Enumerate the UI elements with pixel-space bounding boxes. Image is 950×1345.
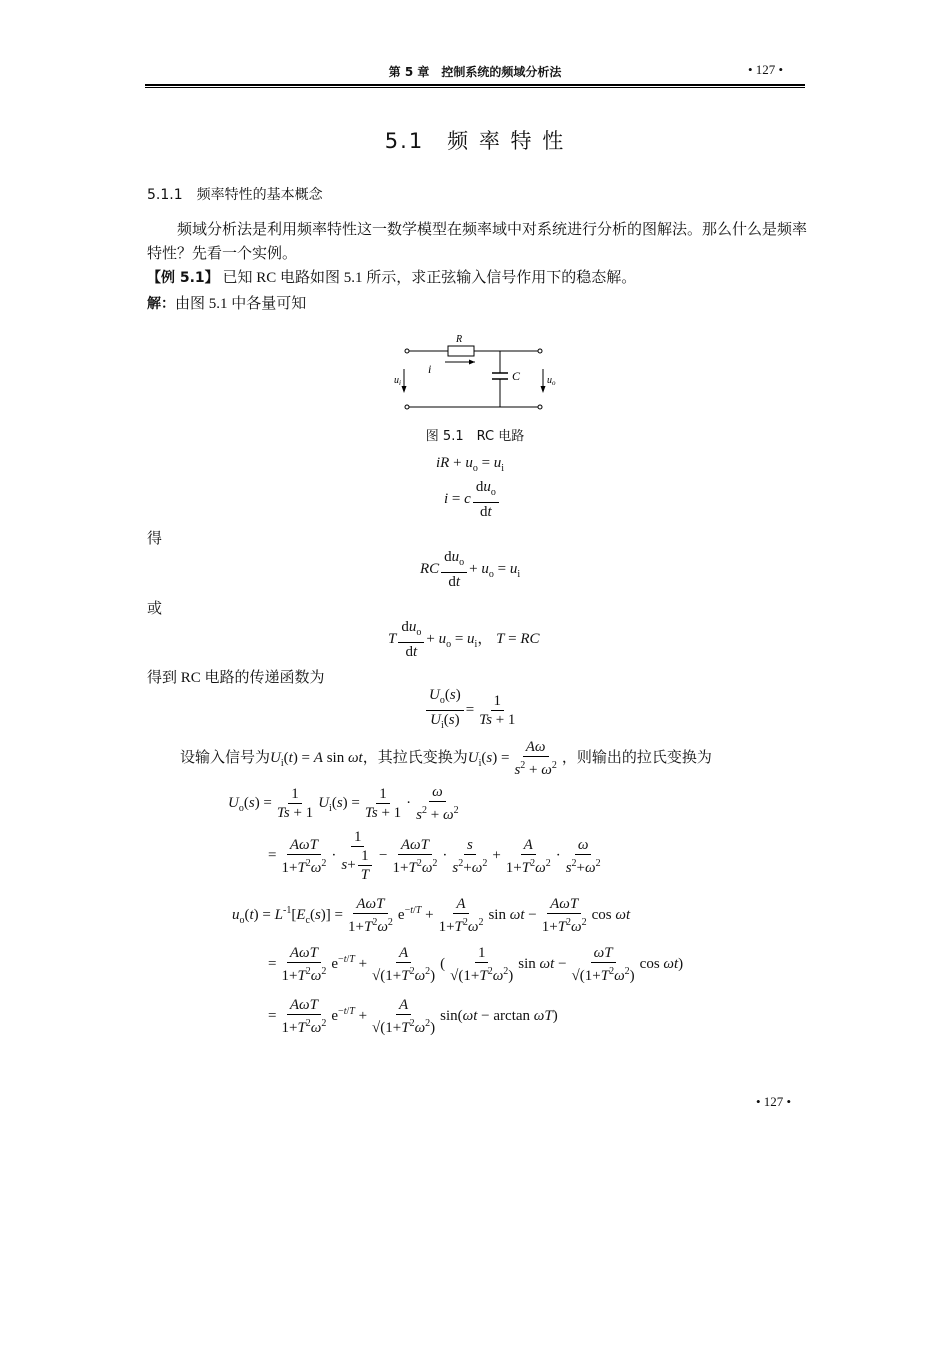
section-title: 5.1 频 率 特 性 [384,129,566,153]
input-terminal-bottom [405,405,409,409]
solution-line [147,292,807,316]
word-huo: 或 [147,601,163,617]
transfer-function-intro: 得到 RC 电路的传递函数为 [147,670,325,686]
current-arrow [469,360,475,365]
input-signal-line: 设输入信号为$U_i(t) = A$ sin ωt，其拉氏变换为$U_i(s)$ = $\frac{A\omega}{s^2 + \omega^2}$ ，则输出的拉氏变换为 [180,739,712,778]
equation-time-domain-2: = $\frac{\text{AωT}}{1+T^2\omega^2}$ $e^{-t/T}$ + $\frac{A}{√(1+T^2\omega^2)}$ ( $\frac{1}{√(1+T^2\omega^2)}$ sin ωt − $\frac{\omega T}{√(1+T^2\omega^2)}$ cos ωt) [268,945,684,984]
footer-page-number: • 127 • [756,1094,792,1109]
solution-text: 由图 5.1 中各量可知 [175,296,307,312]
equation-output-laplace: $U_o(s)$ = $\frac{1}{Ts + 1}$ $U_i(s)$ = $\frac{1}{Ts + 1}$ · $\frac{\omega}{s^2 + \omega^2}$ [228,784,459,823]
resistor-label: R [456,334,463,345]
equation-partial-fractions: = $\frac{\text{AωT}}{1+T^2\omega^2}$ · 1 s+ $\frac{1}{T}$ − $\frac{\text{AωT}}{1+T^2\omega^2}$ · $\frac{s}{s^2+\omega^2}$ + $\frac{A}{1+T^2\omega^2}$ · $\frac{\omega}{s^2+\omega^2}$ [268,829,601,883]
example-line [147,266,807,290]
svg-text:uo [547,375,556,387]
subsection-title: 5.1.1 频率特性的基本概念 [147,187,323,203]
figure-caption: 图 5.1 RC 电路 [425,429,525,444]
example-text: 已知 RC 电路如图 5.1 所示，求正弦输入信号作用下的稳态解。 [218,270,637,286]
example-label: 【例 5.1】 [147,270,219,286]
output-terminal-bottom [538,405,542,409]
intro-paragraph: 频域分析法是利用频率特性这一数学模型在频率域中对系统进行分析的图解法。那么什么是频率特性？先看一个实例。 [147,222,808,262]
capacitor-label: C [512,369,521,383]
input-voltage-label: u [394,375,399,386]
equation-time-domain: $u_o(t) = L^{-1}[E_c(s)]$ = $\frac{\text{AωT}}{1+T^2\omega^2}$ $e^{-t/T}$ + $\frac{A}{1+T^2\omega^2}$ sin ωt − $\frac{\text{AωT}}{1+T^2\omega^2}$ cos ωt [232,896,631,935]
input-terminal-top [405,349,409,353]
header-rule-thin [145,87,805,88]
svg-text:ui [394,375,401,387]
output-voltage-sub: o [552,379,556,387]
rc-circuit-diagram [390,325,560,415]
current-label: i [428,362,432,376]
output-terminal-top [538,349,542,353]
output-voltage-arrow [541,386,546,393]
page-header [0,0,950,95]
resistor-symbol [448,346,474,356]
solution-label: 解： [147,296,175,312]
equation-transfer-function: $\frac{U_o(s)}{U_i(s)}$ = $\frac{1}{Ts + 1}$ [424,686,520,735]
equation-current: i = c $\frac{du_o}{dt}$ [444,478,501,521]
input-voltage-arrow [402,386,407,393]
output-voltage-label: u [547,375,552,386]
input-voltage-sub: i [399,379,401,387]
equation-time-domain-3: = $\frac{\text{AωT}}{1+T^2\omega^2}$ $e^{-t/T}$ + $\frac{A}{√(1+T^2\omega^2)}$ sin(ωt − arctan ωT) [268,997,558,1036]
equation-rc-ode: RC $\frac{du_o}{dt}$ + $u_o = u_i$ [420,549,521,590]
running-header-title: 第 5 章 控制系统的频域分析法 [388,65,562,79]
header-rule [145,84,805,86]
equation-t-ode: T $\frac{du_o}{dt}$ + $u_o = u_i$， T = RC [388,619,540,660]
equation-kvl: iR + $u_o = u_i$ [436,455,505,474]
header-page-number: • 127 • [748,62,784,77]
word-de: 得 [147,531,163,547]
